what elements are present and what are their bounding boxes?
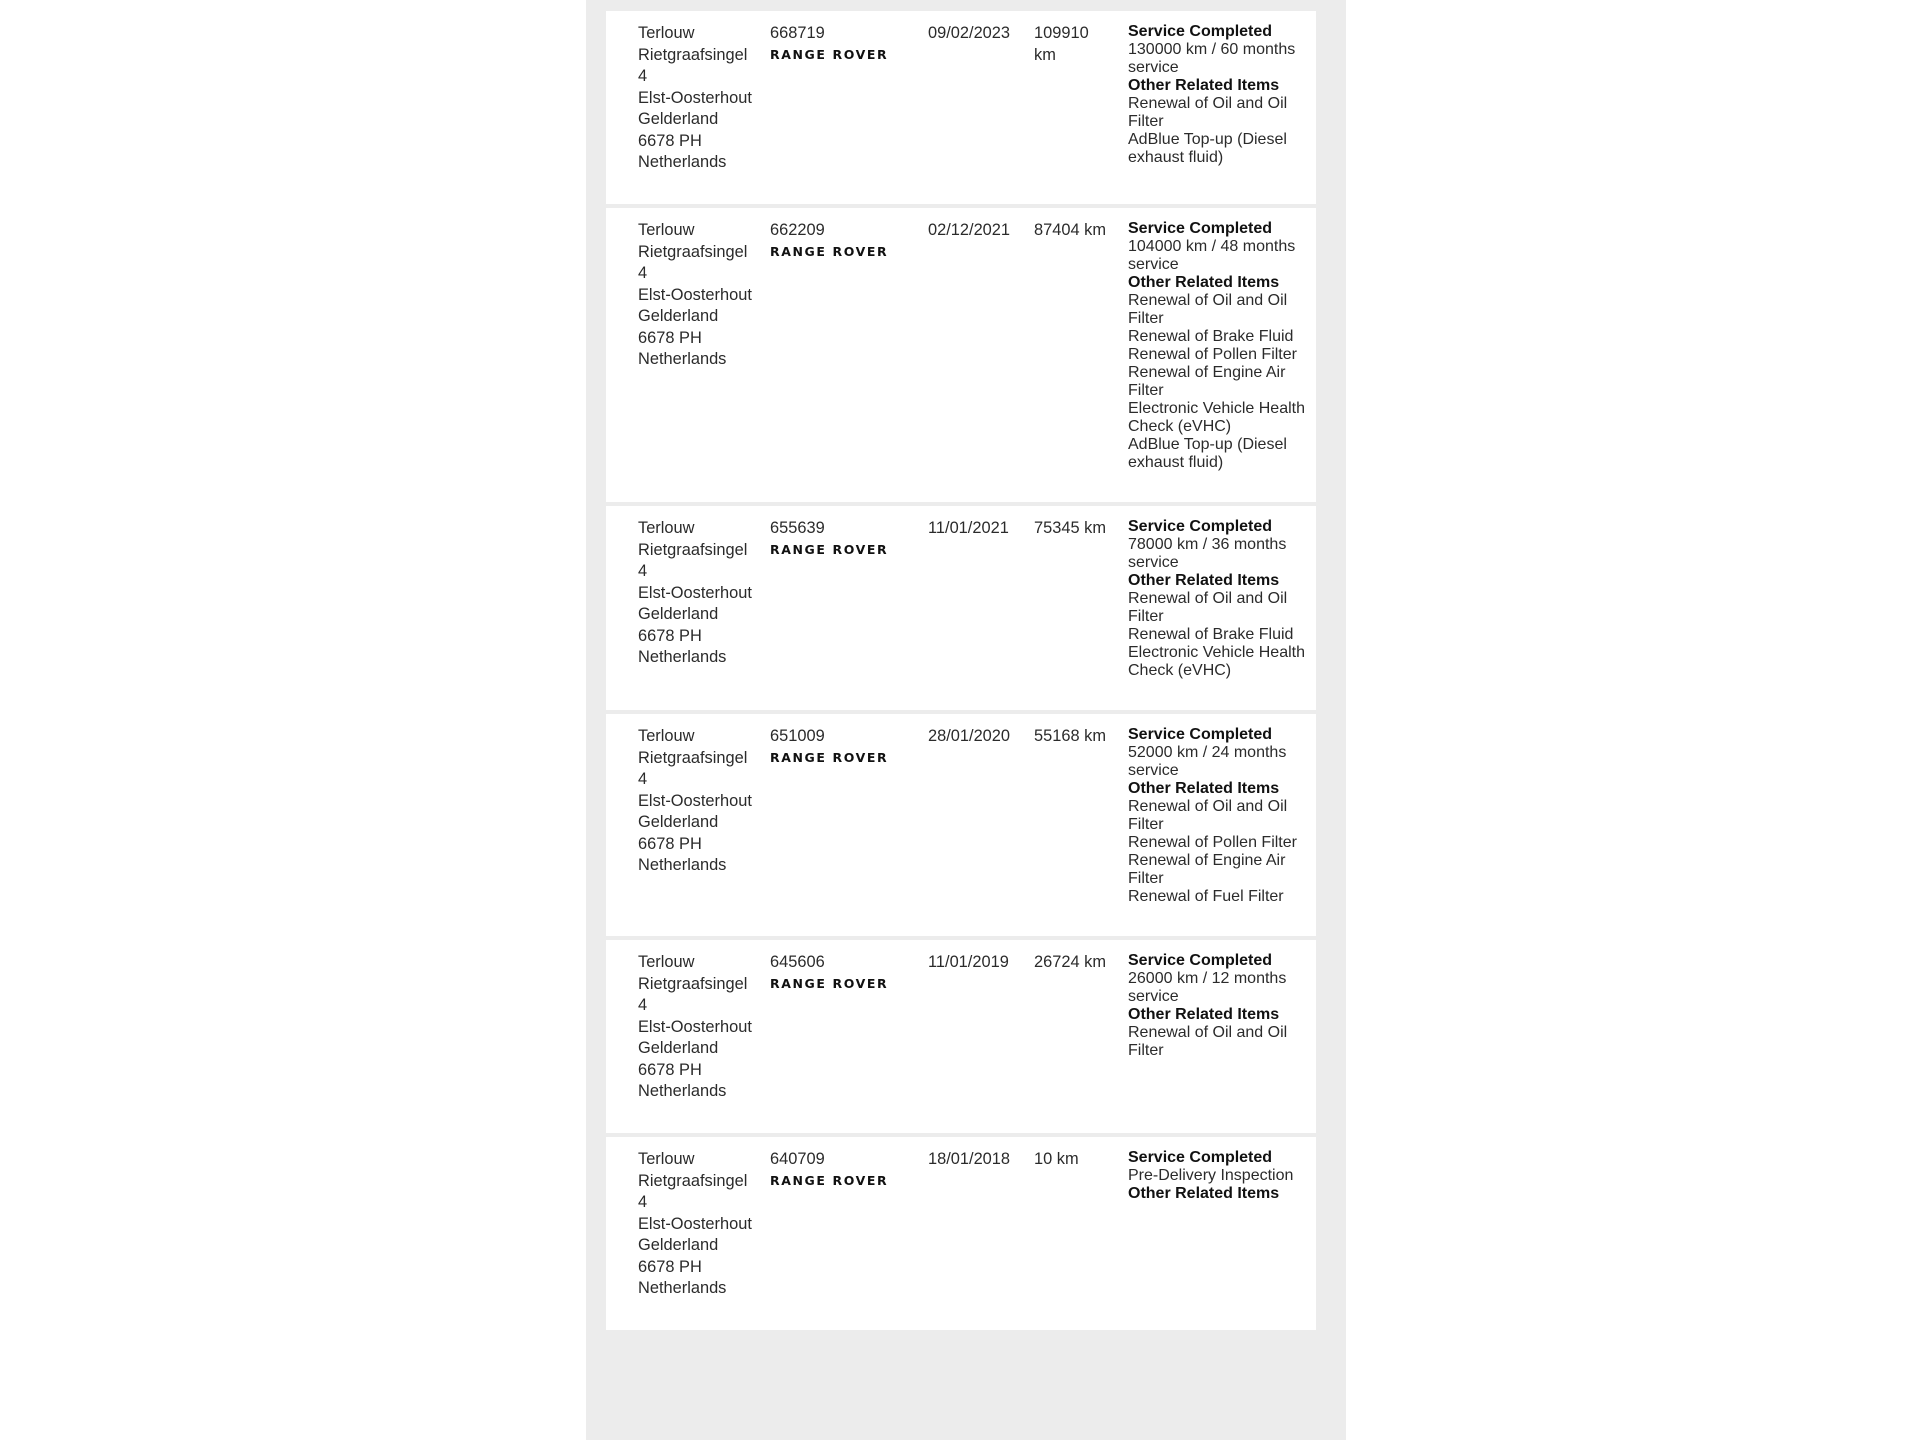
address-line: 6678 PH [638,131,702,150]
service-details [1128,518,1308,680]
service-completed-heading: Service Completed [1128,726,1273,743]
related-item: Renewal of Brake Fluid [1128,626,1294,643]
range-rover-logo: RANGE ROVER [770,749,889,765]
address-line: 6678 PH [638,834,702,853]
address-line: 4 [638,67,648,85]
dealer-info [770,220,920,260]
service-type: 52000 km / 24 months service [1128,744,1287,779]
service-mileage: 10 km [1034,1150,1079,1168]
address-line: Elst-Oosterhout [638,88,752,107]
address-line: Rietgraafsingel [638,748,748,767]
address-line: Netherlands [638,350,727,368]
service-record [606,506,1316,710]
service-record [606,11,1316,204]
address-line: Rietgraafsingel [638,540,748,559]
related-item: Renewal of Pollen Filter [1128,346,1297,363]
other-items-list [1128,1024,1308,1060]
address-line: Terlouw [638,24,695,42]
dealer-address [638,220,766,371]
other-items-list [1128,95,1308,167]
address-line: Elst-Oosterhout [638,791,752,810]
dealer-info [770,518,920,558]
related-item: Electronic Vehicle Health Check (eVHC) [1128,400,1305,435]
service-date: 18/01/2018 [928,1150,1011,1168]
related-item: Electronic Vehicle Health Check (eVHC) [1128,644,1305,679]
service-type: 26000 km / 12 months service [1128,970,1287,1005]
dealer-address [638,518,766,669]
other-items-heading: Other Related Items [1128,1185,1280,1202]
related-item: Renewal of Engine Air Filter [1128,364,1286,399]
related-item: Renewal of Pollen Filter [1128,834,1297,851]
address-line: Elst-Oosterhout [638,1017,752,1036]
other-items-heading: Other Related Items [1128,1006,1280,1023]
address-line: Gelderland [638,813,719,831]
service-completed-heading: Service Completed [1128,220,1273,237]
service-date: 11/01/2021 [928,519,1009,537]
service-history-panel [586,0,1346,1440]
range-rover-logo: RANGE ROVER [770,46,889,62]
service-record [606,1137,1316,1330]
address-line: Gelderland [638,1039,719,1057]
service-date: 02/12/2021 [928,221,1011,239]
address-line: Gelderland [638,307,719,325]
dealer-info [770,23,920,63]
service-completed-heading: Service Completed [1128,1149,1273,1166]
address-line: Elst-Oosterhout [638,285,752,304]
address-line: 4 [638,562,648,580]
other-items-heading: Other Related Items [1128,572,1280,589]
address-line: Netherlands [638,153,727,171]
address-line: Terlouw [638,727,695,745]
other-items-heading: Other Related Items [1128,77,1280,94]
dealer-code: 651009 [770,727,825,745]
address-line: 6678 PH [638,328,702,347]
address-line: Elst-Oosterhout [638,583,752,602]
service-details [1128,23,1308,167]
service-date: 11/01/2019 [928,953,1009,971]
other-items-list [1128,798,1308,906]
address-line: 6678 PH [638,626,702,645]
service-type: 78000 km / 36 months service [1128,536,1287,571]
related-item: Renewal of Brake Fluid [1128,328,1294,345]
related-item: Renewal of Oil and Oil Filter [1128,292,1288,327]
related-item: Renewal of Fuel Filter [1128,888,1284,905]
range-rover-logo: RANGE ROVER [770,1172,889,1188]
service-completed-heading: Service Completed [1128,518,1273,535]
related-item: Renewal of Oil and Oil Filter [1128,95,1288,130]
dealer-address [638,1149,766,1300]
service-mileage: 26724 km [1034,953,1106,971]
address-line: Gelderland [638,1236,719,1254]
address-line: Rietgraafsingel [638,1171,748,1190]
related-item: AdBlue Top-up (Diesel exhaust fluid) [1128,131,1287,166]
service-type: Pre-Delivery Inspection [1128,1167,1294,1184]
address-line: 6678 PH [638,1257,702,1276]
address-line: Netherlands [638,856,727,874]
dealer-code: 655639 [770,519,825,537]
address-line: Gelderland [638,605,719,623]
related-item: AdBlue Top-up (Diesel exhaust fluid) [1128,436,1287,471]
address-line: Elst-Oosterhout [638,1214,752,1233]
address-line: Gelderland [638,110,719,128]
address-line: Terlouw [638,1150,695,1168]
dealer-code: 662209 [770,221,825,239]
service-record [606,208,1316,502]
address-line: 6678 PH [638,1060,702,1079]
address-line: 4 [638,996,648,1014]
service-date: 09/02/2023 [928,24,1011,42]
service-details [1128,726,1308,906]
service-date: 28/01/2020 [928,727,1011,745]
service-completed-heading: Service Completed [1128,952,1273,969]
address-line: Netherlands [638,648,727,666]
address-line: Terlouw [638,519,695,537]
dealer-info [770,952,920,992]
range-rover-logo: RANGE ROVER [770,975,889,991]
service-type: 130000 km / 60 months service [1128,41,1296,76]
address-line: 4 [638,770,648,788]
service-details [1128,1149,1308,1203]
range-rover-logo: RANGE ROVER [770,541,889,557]
service-type: 104000 km / 48 months service [1128,238,1296,273]
service-mileage: 75345 km [1034,519,1106,537]
service-record-list [606,11,1316,1334]
dealer-address [638,952,766,1103]
address-line: 4 [638,264,648,282]
related-item: Renewal of Oil and Oil Filter [1128,590,1288,625]
dealer-code: 668719 [770,24,825,42]
address-line: Rietgraafsingel [638,974,748,993]
related-item: Renewal of Oil and Oil Filter [1128,1024,1288,1059]
dealer-code: 640709 [770,1150,825,1168]
address-line: Netherlands [638,1082,727,1100]
dealer-address [638,23,766,174]
dealer-info [770,726,920,766]
range-rover-logo: RANGE ROVER [770,243,889,259]
other-items-heading: Other Related Items [1128,274,1280,291]
related-item: Renewal of Engine Air Filter [1128,852,1286,887]
service-details [1128,220,1308,472]
dealer-code: 645606 [770,953,825,971]
service-mileage: 109910 km [1034,24,1089,64]
other-items-list [1128,590,1308,680]
address-line: Netherlands [638,1279,727,1297]
dealer-info [770,1149,920,1189]
other-items-heading: Other Related Items [1128,780,1280,797]
service-completed-heading: Service Completed [1128,23,1273,40]
service-details [1128,952,1308,1060]
other-items-list [1128,292,1308,472]
service-record [606,940,1316,1133]
address-line: Terlouw [638,953,695,971]
service-mileage: 55168 km [1034,727,1106,745]
dealer-address [638,726,766,877]
service-mileage: 87404 km [1034,221,1106,239]
address-line: Rietgraafsingel [638,45,748,64]
related-item: Renewal of Oil and Oil Filter [1128,798,1288,833]
address-line: Terlouw [638,221,695,239]
service-record [606,714,1316,936]
address-line: Rietgraafsingel [638,242,748,261]
address-line: 4 [638,1193,648,1211]
